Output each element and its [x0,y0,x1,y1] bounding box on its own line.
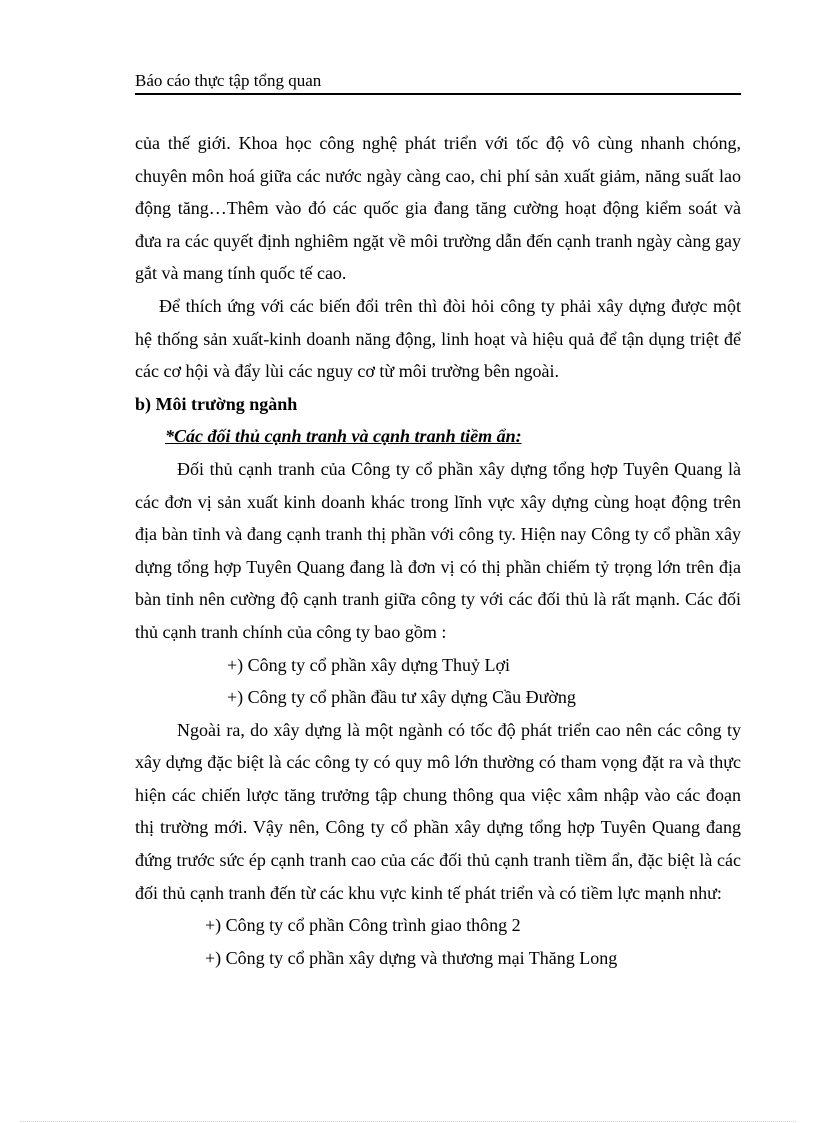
list-item: +) Công ty cổ phần đầu tư xây dựng Cầu Đường [227,687,576,708]
paragraph-competitors: Đối thủ cạnh tranh của Công ty cổ phần xây dựng tổng hợp Tuyên Quang là các đơn vị sản xuất kinh doanh khác trong lĩnh vực xây dựng cùng hoạt động trên địa bàn tỉnh và đang cạnh tranh thị phần với công ty. Hiện nay Công ty cổ phần xây dựng tổng hợp Tuyên Quang đang là đơn vị có thị phần chiếm tỷ trọng lớn trên địa bàn tỉnh nên cường độ cạnh tranh giữa công ty với các đối thủ là rất mạnh. Các đối thủ cạnh tranh chính của công ty bao gồm : [135,458,741,642]
header-divider [135,93,741,95]
list-item: +) Công ty cổ phần Công trình giao thông 2 [205,915,521,936]
subsection-heading: *Các đối thủ cạnh tranh và cạnh tranh tiềm ẩn: [165,426,522,447]
list-item: +) Công ty cổ phần xây dựng Thuỷ Lợi [227,654,511,675]
page-header-title: Báo cáo thực tập tổng quan [135,71,322,90]
paragraph-adaptation: Để thích ứng với các biến đổi trên thì đòi hỏi công ty phải xây dựng được một hệ thống sản xuất-kinh doanh năng động, linh hoạt và hiệu quả để tận dụng triệt để các cơ hội và đẩy lùi các nguy cơ từ môi trường bên ngoài. [135,295,741,382]
page-bottom-border [20,1121,796,1122]
paragraph-intro: của thế giới. Khoa học công nghệ phát triển với tốc độ vô cùng nhanh chóng, chuyên môn hoá giữa các nước ngày càng cao, chi phí sản xuất giảm, năng suất lao động tăng…Thêm vào đó các quốc gia đang tăng cường hoạt động kiểm soát và đưa ra các quyết định nghiêm ngặt về môi trường dẫn đến cạnh tranh ngày càng gay gắt và mang tính quốc tế cao. [135,133,741,284]
section-heading: b) Môi trường ngành [135,393,298,414]
list-item: +) Công ty cổ phần xây dựng và thương mại Thăng Long [205,947,618,968]
paragraph-potential-competitors: Ngoài ra, do xây dựng là một ngành có tốc độ phát triển cao nên các công ty xây dựng đặc biệt là các công ty có quy mô lớn thường có tham vọng đặt ra và thực hiện các chiến lược tăng trưởng tập chung thông qua việc xâm nhập vào các đoạn thị trường mới. Vậy nên, Công ty cổ phần xây dựng tổng hợp Tuyên Quang đang đứng trước sức ép cạnh tranh cao của các đối thủ cạnh tranh tiềm ẩn, đặc biệt là các đối thủ cạnh tranh đến từ các khu vực kinh tế phát triển và có tiềm lực mạnh như: [135,719,741,903]
document-body [135,127,741,974]
